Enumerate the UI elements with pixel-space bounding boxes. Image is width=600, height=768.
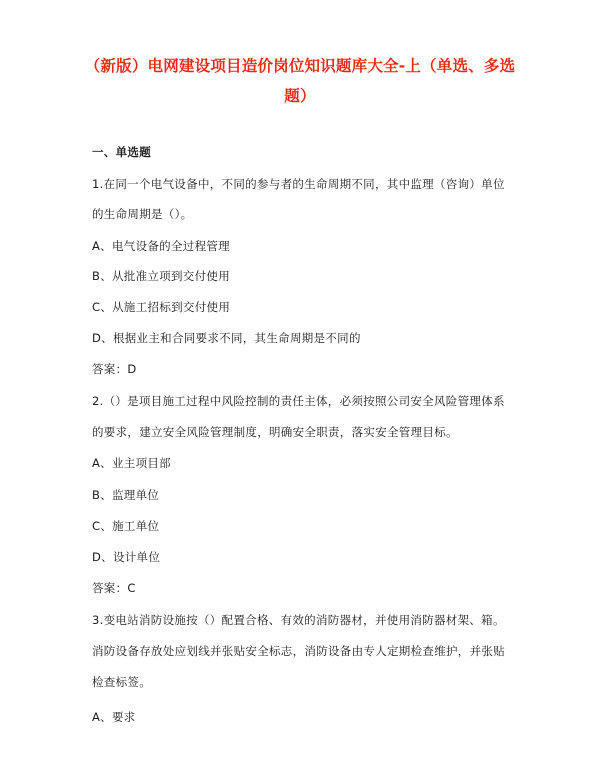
question-2-option-d: D、设计单位 (92, 550, 161, 564)
section-heading: 一、单选题 (92, 145, 151, 159)
question-1-option-d: D、根据业主和合同要求不同，其生命周期是不同的 (92, 331, 361, 345)
question-1-option-c: C、从施工招标到交付使用 (92, 300, 231, 314)
question-3-stem-line-2: 消防设备存放处应划线并张贴安全标志，消防设备由专人定期检查维护，并张贴 (92, 644, 505, 658)
question-1-stem-line-1: 1.在同一个电气设备中，不同的参与者的生命周期不同，其中监理（咨询）单位 (92, 177, 505, 191)
question-2-stem-line-1: 2.（）是项目施工过程中风险控制的责任主体，必须按照公司安全风险管理体系 (92, 394, 505, 408)
question-2-option-a: A、业主项目部 (92, 456, 171, 470)
question-3-stem-line-1: 3.变电站消防设施按（）配置合格、有效的消防器材，并使用消防器材架、箱。 (92, 613, 505, 627)
question-2-answer: 答案：C (92, 581, 136, 595)
question-1-option-a: A、电气设备的全过程管理 (92, 239, 230, 253)
question-1-option-b: B、从批准立项到交付使用 (92, 269, 230, 283)
question-2-option-c: C、施工单位 (92, 519, 160, 533)
question-3-option-a: A、要求 (92, 710, 136, 724)
question-2-option-b: B、监理单位 (92, 488, 160, 502)
question-1-stem-line-2: 的生命周期是（）。 (92, 207, 193, 221)
question-3-stem-line-3: 检查标签。 (92, 675, 151, 689)
question-1-answer: 答案：D (92, 362, 137, 376)
document-title-line2: 题） (284, 87, 316, 105)
question-2-stem-line-2: 的要求，建立安全风险管理制度，明确安全职责，落实安全管理目标。 (92, 425, 458, 439)
document-title-line1: （新版）电网建设项目造价岗位知识题库大全-上（单选、多选 (84, 57, 516, 75)
